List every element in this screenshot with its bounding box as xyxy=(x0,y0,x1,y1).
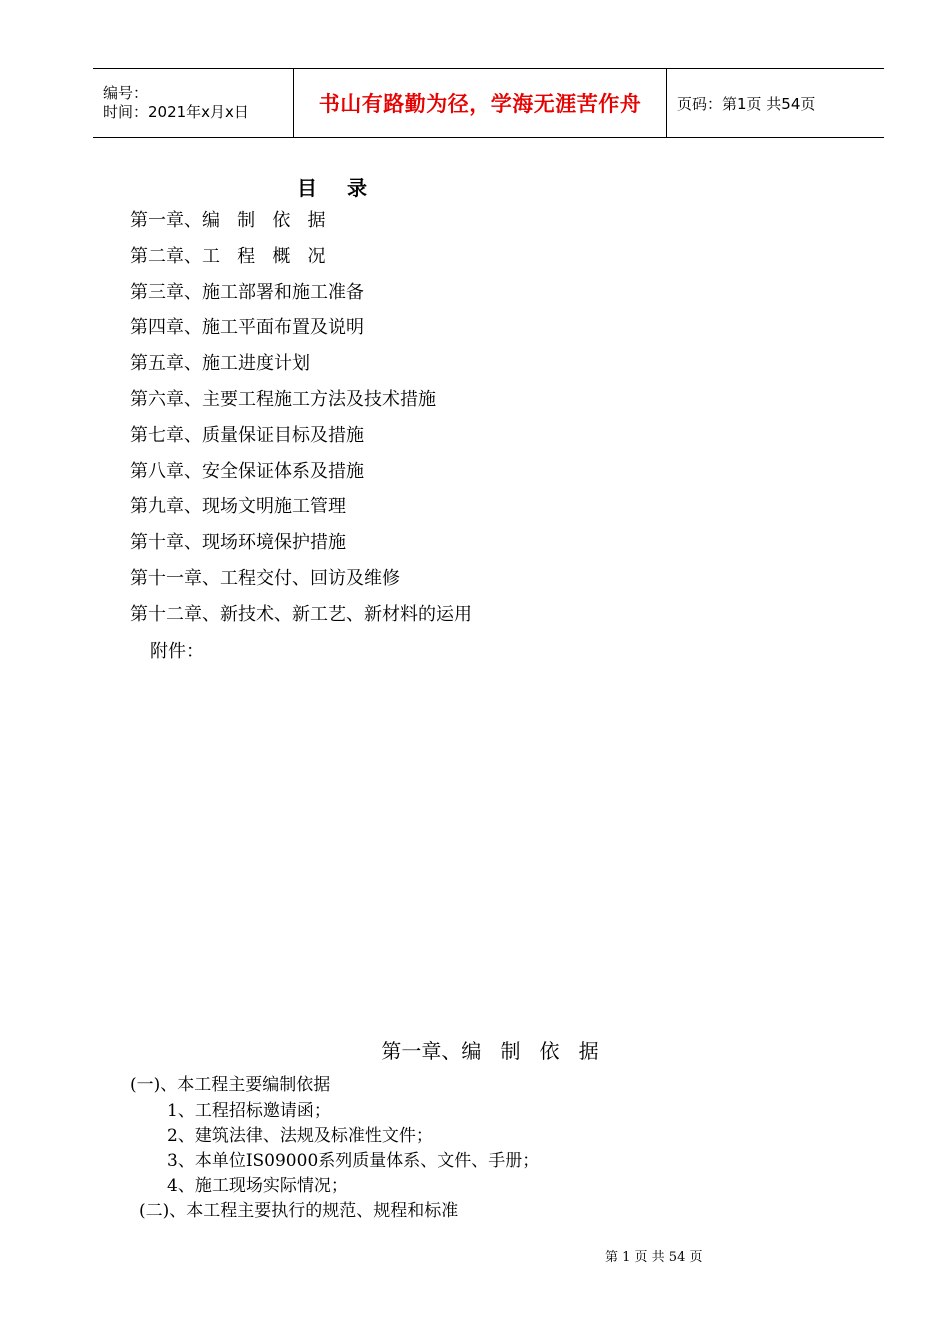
chapter-title: 第一章、编 制 依 据 xyxy=(381,1039,599,1063)
toc-item: 第四章、施工平面布置及说明 xyxy=(130,317,364,339)
header-page-number: 页码：第1页 共54页 xyxy=(677,94,816,113)
document-time: 时间：2021年x月x日 xyxy=(103,103,249,121)
document-number: 编号： xyxy=(103,84,149,102)
footer-page-number: 第 1 页 共 54 页 xyxy=(605,1250,703,1265)
toc-item: 第九章、现场文明施工管理 xyxy=(130,496,346,518)
list-item: 1、工程招标邀请函； xyxy=(167,1101,331,1121)
toc-item: 第十二章、新技术、新工艺、新材料的运用 xyxy=(130,603,472,625)
list-item: 4、施工现场实际情况； xyxy=(167,1176,348,1196)
toc-item: 第三章、施工部署和施工准备 xyxy=(130,281,364,303)
table-of-contents xyxy=(130,207,472,637)
header-info-cell xyxy=(93,69,294,137)
header-page-cell xyxy=(667,69,884,137)
document-header xyxy=(93,68,884,138)
toc-item: 第十一章、工程交付、回访及维修 xyxy=(130,567,400,589)
toc-item: 第一章、编 制 依 据 xyxy=(130,210,326,231)
toc-item: 第七章、质量保证目标及措施 xyxy=(130,424,364,446)
section-heading: (二)、本工程主要执行的规范、规程和标准 xyxy=(139,1201,459,1221)
toc-title: 目录 xyxy=(297,176,397,200)
toc-item: 第八章、安全保证体系及措施 xyxy=(130,460,364,482)
toc-item: 第五章、施工进度计划 xyxy=(130,353,310,375)
toc-item: 第六章、主要工程施工方法及技术措施 xyxy=(130,388,436,410)
header-motto-cell xyxy=(294,69,667,137)
toc-item: 第二章、工 程 概 况 xyxy=(130,245,326,267)
toc-attachment: 附件： xyxy=(150,641,204,662)
section-heading: (一)、本工程主要编制依据 xyxy=(130,1075,331,1095)
list-item: 3、本单位IS09000系列质量体系、文件、手册； xyxy=(167,1151,540,1171)
header-motto: 书山有路勤为径，学海无涯苦作舟 xyxy=(318,92,642,116)
list-item: 2、建筑法律、法规及标准性文件； xyxy=(167,1126,433,1146)
toc-item: 第十章、现场环境保护措施 xyxy=(130,532,346,554)
